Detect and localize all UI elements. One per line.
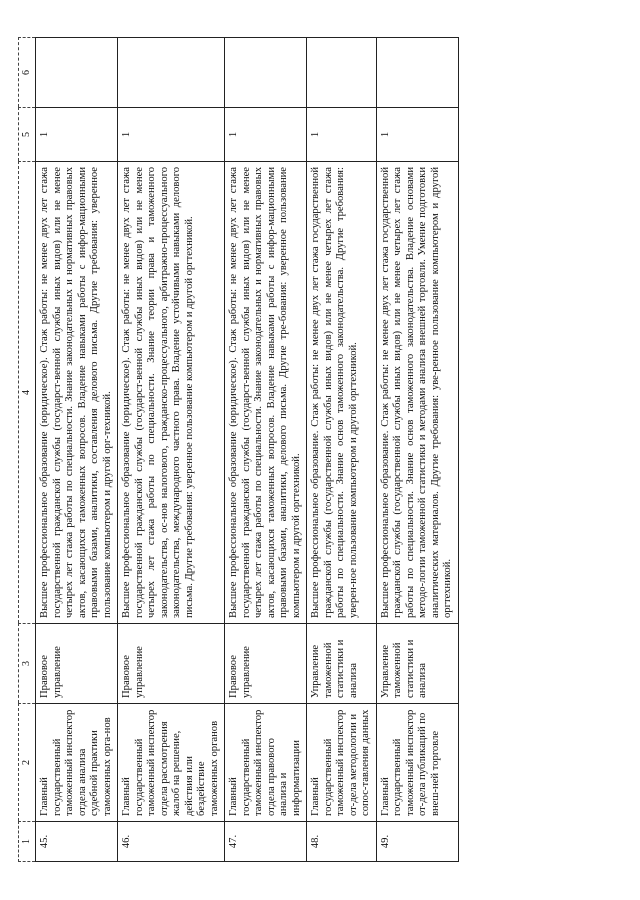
vacancy-count: 1	[307, 108, 377, 162]
table-row	[118, 38, 225, 862]
note-cell	[307, 38, 377, 108]
row-number: 46.	[118, 822, 225, 862]
requirements-text: Высшее профессиональное образование. Стаж работы: не менее двух лет стажа государственной гражданской службы (государственной службы иных видов) или не менее четырех лет стажа работы по специальности. Знание основ таможенного законодательства. Владение основами методо-логии таможенной статистики и методами анализа внешней торговли. Умение подготовки аналитических материалов. Другие требования: уве-ренное пользование компьютером и другой оргтехникой.	[376, 162, 458, 624]
department-name: Правовое управление	[118, 624, 225, 704]
note-cell	[118, 38, 225, 108]
column-number: 2	[19, 704, 36, 822]
vacancy-table	[18, 37, 459, 862]
requirements-text: Высшее профессиональное образование. Стаж работы: не менее двух лет стажа государственной гражданской службы (государственной службы иных видов) или не менее четырех лет стажа работы по специальности. Знание основ таможенного законодательства. Другие требования: уверен-ное пользование компьютером и другой оргтехникой.	[307, 162, 377, 624]
vacancy-count: 1	[225, 108, 307, 162]
row-number: 47.	[225, 822, 307, 862]
row-number: 49.	[376, 822, 458, 862]
column-number-row	[19, 38, 36, 862]
vacancy-count: 1	[376, 108, 458, 162]
position-title: Главный государственный таможенный инспектор отдела рассмотрения жалоб на решение, действия или бездействие таможенных органов	[118, 704, 225, 822]
department-name: Правовое управление	[225, 624, 307, 704]
column-number: 6	[19, 38, 36, 108]
department-name: Правовое управление	[36, 624, 118, 704]
position-title: Главный государственный таможенный инспектор отдела анализа судебной практики таможенных орга-нов	[36, 704, 118, 822]
note-cell	[225, 38, 307, 108]
department-name: Управление таможенной статистики и анализа	[307, 624, 377, 704]
column-number: 5	[19, 108, 36, 162]
table-row	[225, 38, 307, 862]
table-row	[36, 38, 118, 862]
column-number: 3	[19, 624, 36, 704]
requirements-text: Высшее профессиональное образование (юридическое). Стаж работы: не менее двух лет стажа государственной гражданской службы (государст-венной службы иных видов) или не менее четырех лет стажа работы по специальности. Знание законодательных и нормативных правовых актов, касающихся таможенных вопросов. Владение навыками работы с инфор-мационными правовыми базами, аналитики, составления делового письма. Другие требования: уверенное пользование компьютером и другой орг-техникой.	[36, 162, 118, 624]
position-title: Главный государственный таможенный инспектор от-дела публикаций по внеш-ней торговле	[376, 704, 458, 822]
note-cell	[36, 38, 118, 108]
column-number: 4	[19, 162, 36, 624]
position-title: Главный государственный таможенный инспектор отдела правового анализа и информатизации	[225, 704, 307, 822]
table-row	[307, 38, 377, 862]
note-cell	[376, 38, 458, 108]
position-title: Главный государственный таможенный инспектор от-дела методологии и сопос-тавления данных	[307, 704, 377, 822]
department-name: Управление таможенной статистики и анализа	[376, 624, 458, 704]
vacancy-count: 1	[36, 108, 118, 162]
requirements-text: Высшее профессиональное образование (юридическое). Стаж работы: не менее двух лет стажа государственной гражданской службы (государст-венной службы иных видов) или не менее четырех лет стажа работы по специальности. Знание теории права и таможенного законодательства, ос-нов налогового, гражданско-процессуального, арбитражно-процессуального законодательства, международного частного права. Владение устойчивыми навыками делового письма. Другие требования: уверенное пользование компьютером и другой оргтехникой.	[118, 162, 225, 624]
row-number: 48.	[307, 822, 377, 862]
row-number: 45.	[36, 822, 118, 862]
column-number: 1	[19, 822, 36, 862]
requirements-text: Высшее профессиональное образование (юридическое). Стаж работы: не менее двух лет стажа государственной гражданской службы (государст-венной службы иных видов) или не менее четырех лет стажа работы по специальности. Знание законодательных и нормативных правовых актов, касающихся таможенных вопросов. Владение навыками работы с инфор-мационными правовыми базами, аналитики, делового письма. Другие тре-бования: уверенное пользование компьютером и другой оргтехникой.	[225, 162, 307, 624]
vacancy-count: 1	[118, 108, 225, 162]
table-row	[376, 38, 458, 862]
